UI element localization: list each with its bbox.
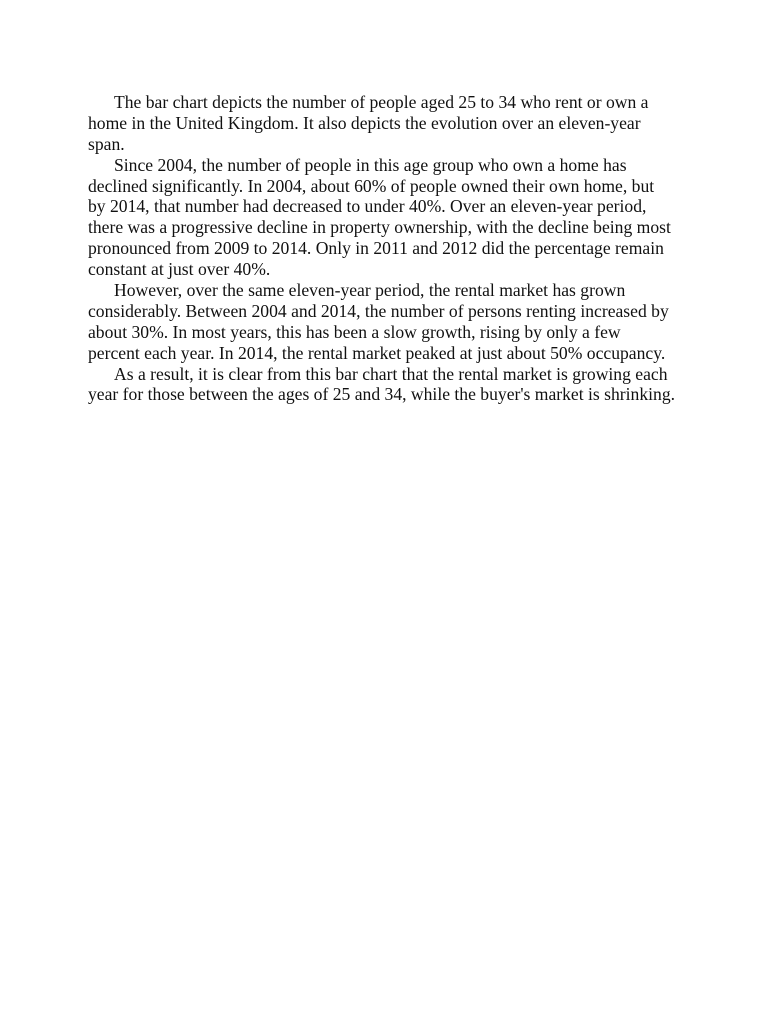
text-line: As a result, it is clear from this bar chart that the rental market is growing each (114, 363, 668, 384)
text-line: year for those between the ages of 25 and 34, while the buyer's market is shrinking. (88, 384, 676, 405)
essay-body (88, 92, 688, 405)
text-line: home in the United Kingdom. It also depicts the evolution over an eleven-year (88, 112, 641, 133)
text-line: However, over the same eleven-year period, the rental market has grown (114, 280, 626, 301)
text-line: considerably. Between 2004 and 2014, the number of persons renting increased by (88, 300, 669, 321)
text-line: The bar chart depicts the number of people aged 25 to 34 who rent or own a (114, 92, 649, 112)
paragraph-rental (88, 280, 688, 364)
text-line: Since 2004, the number of people in this age group who own a home has (114, 154, 627, 175)
paragraph-conclusion (88, 364, 688, 406)
paragraph-intro (88, 92, 688, 155)
text-line: about 30%. In most years, this has been a slow growth, rising by only a few (88, 321, 621, 342)
text-line: span. (88, 133, 125, 154)
text-line: percent each year. In 2014, the rental market peaked at just about 50% occupancy. (88, 342, 666, 363)
text-line: constant at just over 40%. (88, 259, 271, 280)
text-line: by 2014, that number had decreased to under 40%. Over an eleven-year period, (88, 196, 647, 217)
text-line: pronounced from 2009 to 2014. Only in 2011 and 2012 did the percentage remain (88, 238, 664, 259)
text-line: there was a progressive decline in property ownership, with the decline being most (88, 217, 671, 238)
text-line: declined significantly. In 2004, about 60% of people owned their own home, but (88, 175, 655, 196)
paragraph-ownership (88, 155, 688, 280)
